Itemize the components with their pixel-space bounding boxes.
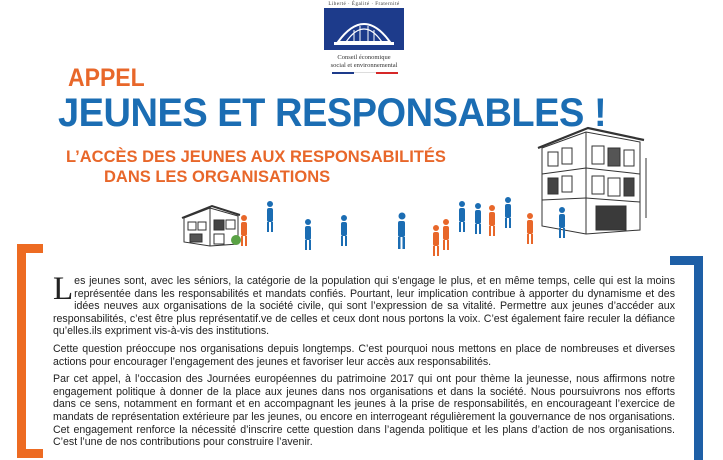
logo-motto: Liberté · Égalité · Fraternité <box>328 2 400 7</box>
subtitle-line1: L’ACCÈS DES JEUNES AUX RESPONSABILITÉS <box>66 148 446 166</box>
logo-name-line2: social et environnemental <box>330 62 398 69</box>
people-illustration <box>240 182 570 262</box>
paragraph-2: Cette question préoccupe nos organisations depuis longtemps. C’est pourquoi nous mettons en place de nombreuses et diverses actions pour encourager l’engagement des jeunes et favoriser leur accès aux responsabilités. <box>53 342 675 368</box>
orange-bracket-decoration <box>17 244 43 458</box>
tricolor-stripe <box>332 72 398 74</box>
drop-cap: L <box>53 271 74 307</box>
paragraph-3: Par cet appel, à l’occasion des Journées européennes du patrimoine 2017 qui ont pour thème la jeunesse, nous affirmons notre engagement politique à donner de la place aux jeunes dans nos organisations et dans la société. Nous poursuivrons nos efforts dans ce sens, notamment en formant et en accompagnant les jeunes à la prise de responsabilités, en encourageant l’exercice de mandats de représentation extérieure par les jeunes, ou encore en interrogeant régulièrement la gouvernance de nos organisations. Cet engagement renforce la nécessité d’inscrire cette question dans l’agenda politique et les plans d’action de nos organisations. C’est l’une de nos contributions pour construire l’avenir. <box>53 373 675 449</box>
building-left-illustration <box>180 196 242 248</box>
palais-iena-emblem-icon <box>324 8 404 50</box>
paragraph-1-text: es jeunes sont, avec les séniors, la catégorie de la population qui s’engage le plus, et en même temps, celle qui est la moins représentée dans les responsabilités et mandats confiés. Pourtant, leur implication contribue à apporter du dynamisme et des idées neuves aux organisations de la société civile, qui sont l’expression de sa vitalité. Permettre aux jeunes d’accéder aux responsabilités, c’est être plus représentatif.ve de celles et ceux dont nous portons la voix. C’est également faire reculer la défiance qu’elles.ils expriment vis-à-vis des institutions. <box>53 275 675 338</box>
page-title: JEUNES ET RESPONSABLES ! <box>58 91 607 135</box>
appeal-body-text <box>53 271 675 454</box>
logo-name-line1: Conseil économique <box>337 54 391 61</box>
kicker-appel: APPEL <box>68 64 145 92</box>
subtitle-line2: DANS LES ORGANISATIONS <box>104 168 331 186</box>
paragraph-1 <box>53 271 675 338</box>
cese-logo <box>304 0 424 80</box>
